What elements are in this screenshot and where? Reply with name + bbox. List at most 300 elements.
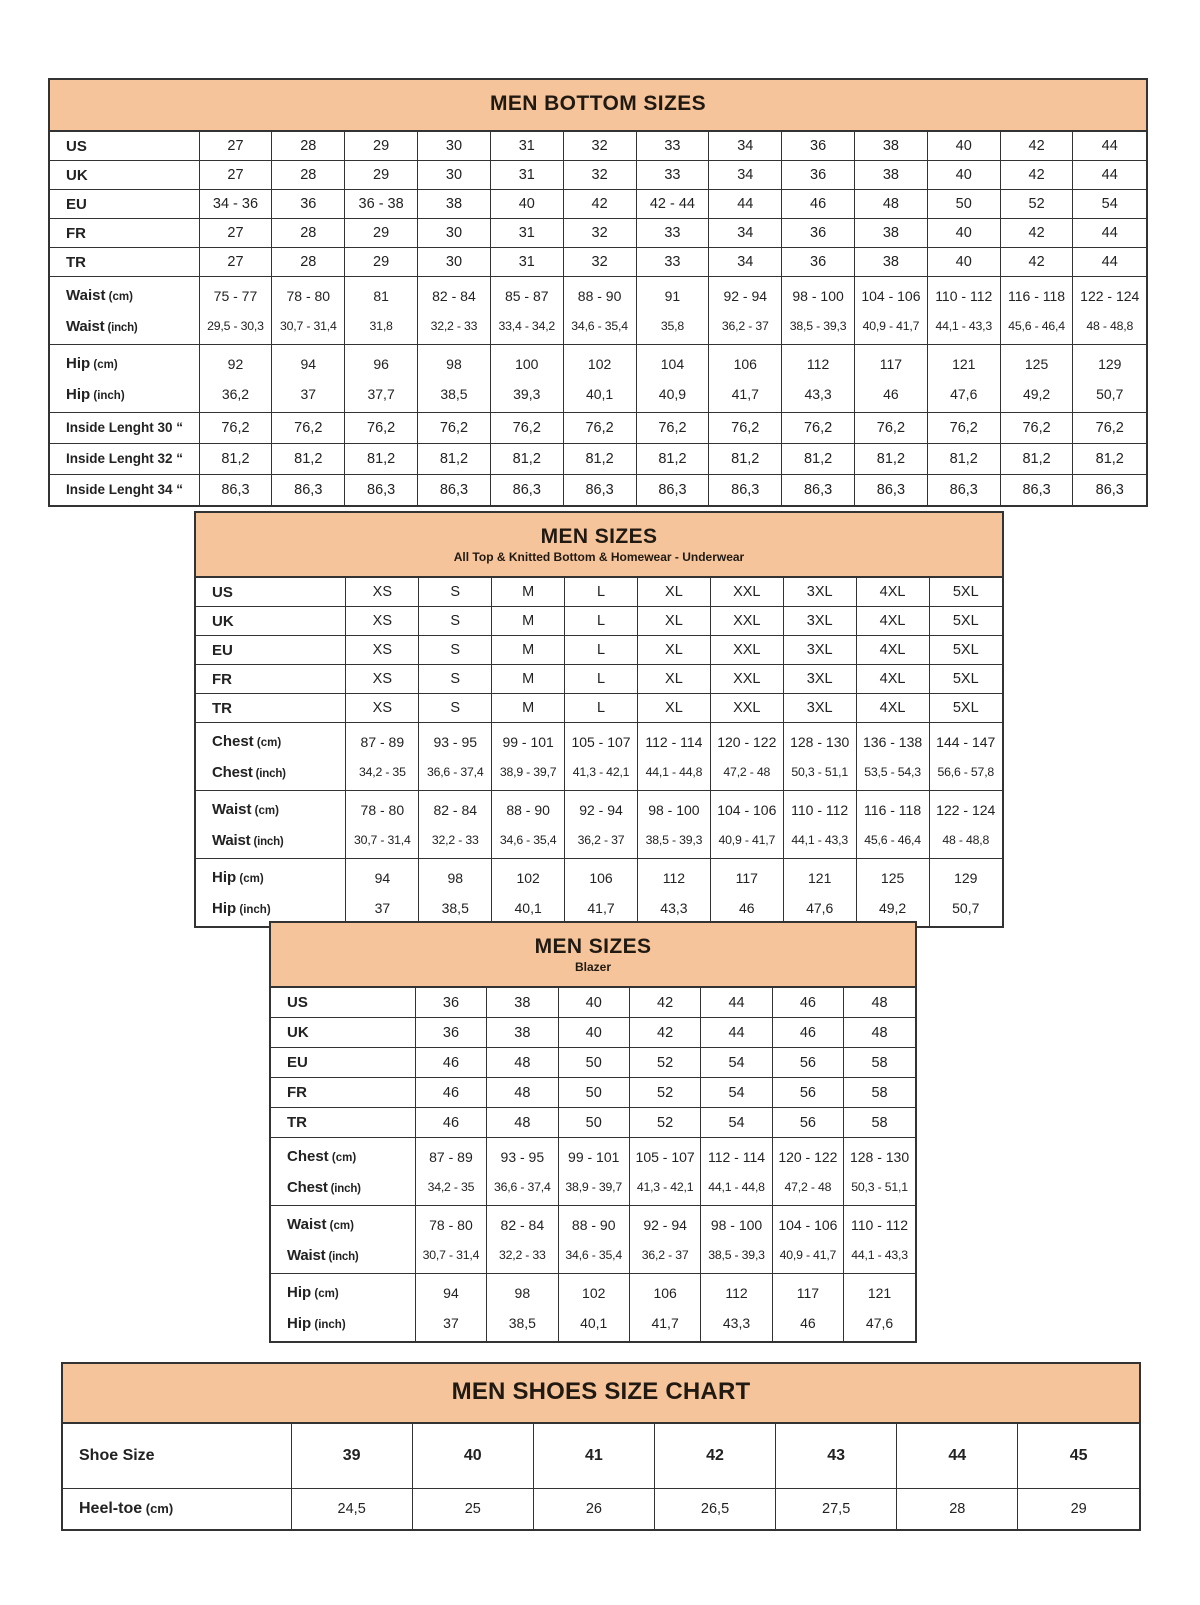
table-cell: 46 [415,1108,486,1138]
table-cell: XL [637,607,710,636]
table-cell: 46 [415,1078,486,1108]
row-label: Inside Lenght 32 “ [66,451,184,466]
table-cell: 48 [844,988,915,1018]
row-label: Hip (cm) [212,869,264,886]
table-cell: 98 [487,1274,558,1309]
table-cell: 35,8 [636,311,709,345]
table-cell: 105 - 107 [565,723,638,758]
table-cell: 56 [772,1078,843,1108]
table-cell: 32 [563,132,636,161]
table-cell: 29 [1018,1489,1139,1530]
table-cell: 46 [772,1308,843,1341]
table-cell: 81,2 [199,444,272,475]
row-label: EU [212,641,233,659]
table-cell: 76,2 [855,413,928,444]
table-row [196,636,1002,665]
table-cell: 3XL [783,578,856,607]
table-row [50,190,1146,219]
table-cell: 116 - 118 [1000,277,1073,312]
table-cell: 44 [897,1424,1018,1489]
table-cell: 76,2 [490,413,563,444]
table-cell: 36 [415,1018,486,1048]
table-cell: 40,9 - 41,7 [710,825,783,859]
table-cell: 50 [558,1048,629,1078]
table-cell: 5XL [929,607,1002,636]
table-row [271,1138,915,1173]
table-cell: 110 - 112 [927,277,1000,312]
table-title: MEN SHOES SIZE CHART [451,1377,751,1405]
table-row [50,444,1146,475]
row-label: EU [66,195,87,213]
table-cell: 34,2 - 35 [415,1172,486,1206]
table-cell: 46 [772,988,843,1018]
table-row [63,1424,1139,1489]
table-cell: 30 [418,132,491,161]
table-cell: 106 [629,1274,700,1309]
table-cell: XL [637,694,710,723]
row-label: US [287,994,308,1011]
table-cell: XXL [710,578,783,607]
table-cell: 76,2 [272,413,345,444]
table-cell: 56,6 - 57,8 [929,757,1002,791]
table-cell: 37 [415,1308,486,1341]
table-cell: 96 [345,345,418,380]
table-cell: 53,5 - 54,3 [856,757,929,791]
table-cell: 98 - 100 [701,1206,772,1241]
table-cell: 117 [710,859,783,894]
table-cell: 58 [844,1078,915,1108]
table-row [271,1078,915,1108]
row-label: FR [66,224,86,242]
table-cell: 93 - 95 [419,723,492,758]
table-cell: 36 [782,161,855,190]
table-row [50,161,1146,190]
table-cell: M [492,665,565,694]
table-cell: 44 [701,1018,772,1048]
table-title: MEN SIZES [534,934,652,958]
table-cell: 81 [345,277,418,312]
table-cell: XL [637,578,710,607]
table-cell: 45 [1018,1424,1139,1489]
table-cell: 128 - 130 [844,1138,915,1173]
table-cell: 34 [709,161,782,190]
table-cell: 38 [487,988,558,1018]
table-cell: 5XL [929,665,1002,694]
table-cell: 49,2 [856,893,929,926]
table-cell: 25 [412,1489,533,1530]
table-cell: 129 [1073,345,1146,380]
table-cell: 30 [418,161,491,190]
table-cell: 104 - 106 [772,1206,843,1241]
table-cell: 31 [490,132,563,161]
table-cell: 94 [415,1274,486,1309]
row-label: Inside Lenght 34 “ [66,482,184,497]
table-cell: 86,3 [1000,475,1073,506]
table-header [196,513,1002,578]
size-table-grid [50,132,1146,505]
table-cell: 38,5 [419,893,492,926]
table-cell: 33 [636,248,709,277]
table-cell: 47,6 [783,893,856,926]
table-cell: 98 - 100 [782,277,855,312]
table-cell: 78 - 80 [272,277,345,312]
men-shoes-size-chart-table [61,1362,1141,1531]
table-cell: 36,2 - 37 [565,825,638,859]
table-cell: 36,6 - 37,4 [487,1172,558,1206]
table-row [50,277,1146,312]
table-row [271,1308,915,1341]
table-cell: 37,7 [345,379,418,413]
table-cell: 36 [782,248,855,277]
table-cell: 116 - 118 [856,791,929,826]
table-cell: 38,9 - 39,7 [492,757,565,791]
table-cell: 45,6 - 46,4 [1000,311,1073,345]
table-cell: 102 [563,345,636,380]
table-cell: 112 - 114 [701,1138,772,1173]
table-cell: 46 [782,190,855,219]
table-cell: 43,3 [701,1308,772,1341]
table-cell: 27 [199,219,272,248]
table-cell: XXL [710,665,783,694]
table-cell: 98 - 100 [637,791,710,826]
table-row [50,132,1146,161]
table-cell: 44 [1073,161,1146,190]
table-cell: 81,2 [418,444,491,475]
table-cell: 81,2 [636,444,709,475]
table-cell: 27 [199,161,272,190]
table-cell: 100 [490,345,563,380]
table-cell: XS [346,607,419,636]
table-cell: 37 [346,893,419,926]
table-cell: 31 [490,219,563,248]
table-cell: 38 [855,132,928,161]
table-cell: 40 [558,988,629,1018]
table-cell: 3XL [783,636,856,665]
table-row [50,379,1146,413]
table-cell: 42 [1000,219,1073,248]
table-cell: 117 [855,345,928,380]
table-title: MEN SIZES [540,524,658,548]
table-cell: 120 - 122 [772,1138,843,1173]
table-cell: S [419,578,492,607]
table-cell: 48 [487,1048,558,1078]
row-label: FR [212,670,232,688]
table-cell: 33 [636,219,709,248]
table-cell: 36 [782,219,855,248]
table-row [50,345,1146,380]
table-cell: 81,2 [490,444,563,475]
table-cell: 44 [1073,132,1146,161]
table-row [196,578,1002,607]
row-label: Chest (cm) [212,733,282,750]
row-label: Waist (cm) [66,287,133,304]
table-cell: 121 [783,859,856,894]
table-cell: 48 - 48,8 [1073,311,1146,345]
table-cell: 56 [772,1048,843,1078]
table-cell: 40 [412,1424,533,1489]
table-cell: 33 [636,132,709,161]
table-cell: 52 [629,1048,700,1078]
table-row [271,1018,915,1048]
row-label: Hip (inch) [212,899,271,917]
table-cell: XXL [710,607,783,636]
table-row [50,475,1146,506]
table-cell: 32 [563,219,636,248]
table-cell: 40,9 [636,379,709,413]
table-cell: 40 [490,190,563,219]
table-cell: 38 [855,161,928,190]
table-cell: 4XL [856,636,929,665]
size-table-grid [196,578,1002,926]
table-cell: 86,3 [418,475,491,506]
table-cell: 87 - 89 [415,1138,486,1173]
table-title: MEN BOTTOM SIZES [489,92,707,116]
table-cell: 105 - 107 [629,1138,700,1173]
row-label: US [212,583,233,601]
table-cell: 41,7 [709,379,782,413]
table-cell: 40 [927,161,1000,190]
table-cell: 112 [782,345,855,380]
table-row [196,723,1002,758]
table-cell: L [565,636,638,665]
table-cell: 44,1 - 44,8 [637,757,710,791]
table-cell: 3XL [783,607,856,636]
table-cell: 3XL [783,694,856,723]
table-row [50,248,1146,277]
table-cell: 104 - 106 [855,277,928,312]
table-cell: 86,3 [782,475,855,506]
table-cell: 42 [1000,132,1073,161]
table-cell: 36,2 [199,379,272,413]
row-label: TR [287,1114,307,1131]
table-cell: 88 - 90 [492,791,565,826]
table-cell: 122 - 124 [1073,277,1146,312]
table-cell: 49,2 [1000,379,1073,413]
table-cell: 81,2 [927,444,1000,475]
table-cell: 121 [844,1274,915,1309]
table-cell: 48 [855,190,928,219]
table-cell: 28 [272,248,345,277]
table-cell: 34,6 - 35,4 [563,311,636,345]
table-cell: 36 [272,190,345,219]
table-cell: 50 [927,190,1000,219]
table-cell: 42 [654,1424,775,1489]
table-cell: XS [346,694,419,723]
table-cell: 43 [776,1424,897,1489]
table-cell: XL [637,665,710,694]
table-cell: 42 [1000,161,1073,190]
table-cell: 50,3 - 51,1 [783,757,856,791]
table-cell: 40,1 [558,1308,629,1341]
table-cell: 48 [844,1018,915,1048]
table-cell: 50,3 - 51,1 [844,1172,915,1206]
table-cell: 42 [629,988,700,1018]
table-cell: 37 [272,379,345,413]
table-cell: 102 [558,1274,629,1309]
table-row [50,311,1146,345]
table-cell: 76,2 [418,413,491,444]
table-cell: M [492,578,565,607]
row-label: US [66,137,87,155]
table-cell: 32,2 - 33 [419,825,492,859]
table-row [196,757,1002,791]
table-cell: 92 - 94 [629,1206,700,1241]
table-cell: 44 [1073,219,1146,248]
table-cell: 88 - 90 [563,277,636,312]
table-cell: 27 [199,132,272,161]
table-cell: L [565,665,638,694]
men-bottom-sizes-table [48,78,1148,507]
table-cell: 117 [772,1274,843,1309]
table-cell: 30,7 - 31,4 [272,311,345,345]
table-header [271,923,915,988]
table-cell: 42 [629,1018,700,1048]
table-row [63,1489,1139,1530]
table-cell: 38,5 [418,379,491,413]
table-cell: 38,5 - 39,3 [701,1240,772,1274]
table-cell: 3XL [783,665,856,694]
table-cell: 86,3 [199,475,272,506]
table-cell: 44 [701,988,772,1018]
table-cell: 81,2 [272,444,345,475]
table-cell: 38 [855,248,928,277]
table-cell: 34,6 - 35,4 [492,825,565,859]
table-cell: M [492,607,565,636]
row-label: UK [212,612,234,630]
table-cell: 38,5 - 39,3 [782,311,855,345]
table-cell: 86,3 [563,475,636,506]
table-cell: 102 [492,859,565,894]
row-label: TR [66,253,86,271]
table-cell: 125 [1000,345,1073,380]
table-cell: 86,3 [272,475,345,506]
table-cell: 26 [533,1489,654,1530]
table-cell: 36,2 - 37 [709,311,782,345]
row-label: Hip (cm) [287,1284,339,1301]
table-subtitle: Blazer [574,960,612,975]
table-cell: 58 [844,1108,915,1138]
table-cell: 34 [709,219,782,248]
table-cell: 86,3 [490,475,563,506]
table-cell: 32,2 - 33 [418,311,491,345]
table-cell: 44,1 - 43,3 [927,311,1000,345]
table-cell: 76,2 [709,413,782,444]
table-row [271,1240,915,1274]
table-cell: 48 [487,1078,558,1108]
table-row [271,1274,915,1309]
table-cell: 34,2 - 35 [346,757,419,791]
table-cell: 76,2 [636,413,709,444]
table-cell: 82 - 84 [418,277,491,312]
table-cell: 104 [636,345,709,380]
table-cell: 81,2 [1000,444,1073,475]
table-cell: 91 [636,277,709,312]
table-cell: 92 [199,345,272,380]
table-cell: 46 [772,1018,843,1048]
table-cell: 76,2 [927,413,1000,444]
table-cell: 40 [927,219,1000,248]
table-cell: 54 [701,1078,772,1108]
table-cell: 4XL [856,694,929,723]
table-cell: 42 [563,190,636,219]
table-row [271,1108,915,1138]
row-label: Waist (inch) [287,1246,359,1264]
row-label: Waist (inch) [212,831,284,849]
table-cell: 110 - 112 [783,791,856,826]
table-cell: 5XL [929,694,1002,723]
table-cell: 136 - 138 [856,723,929,758]
table-cell: 27,5 [776,1489,897,1530]
table-cell: 40,9 - 41,7 [855,311,928,345]
row-label: Chest (cm) [287,1148,357,1165]
table-cell: 36,6 - 37,4 [419,757,492,791]
table-header [63,1364,1139,1424]
table-cell: 4XL [856,607,929,636]
table-cell: 29 [345,132,418,161]
table-subtitle: All Top & Knitted Bottom & Homewear - Underwear [453,550,745,565]
table-cell: 81,2 [709,444,782,475]
table-cell: 44,1 - 44,8 [701,1172,772,1206]
table-cell: 76,2 [1073,413,1146,444]
table-cell: 88 - 90 [558,1206,629,1241]
table-cell: 86,3 [1073,475,1146,506]
row-label: Heel-toe (cm) [79,1500,174,1517]
table-cell: 29,5 - 30,3 [199,311,272,345]
table-cell: 54 [701,1048,772,1078]
table-cell: 54 [1073,190,1146,219]
table-cell: 87 - 89 [346,723,419,758]
table-cell: 40 [927,132,1000,161]
table-cell: 81,2 [855,444,928,475]
table-cell: 45,6 - 46,4 [856,825,929,859]
table-cell: 46 [415,1048,486,1078]
row-label: Waist (cm) [212,801,279,818]
table-cell: 29 [345,219,418,248]
table-cell: XS [346,636,419,665]
table-cell: 50,7 [1073,379,1146,413]
table-cell: 52 [1000,190,1073,219]
size-table-grid [63,1424,1139,1529]
table-cell: 31 [490,161,563,190]
table-cell: 46 [710,893,783,926]
table-cell: 47,2 - 48 [772,1172,843,1206]
table-cell: XL [637,636,710,665]
table-cell: L [565,694,638,723]
table-row [271,1206,915,1241]
table-cell: 40,9 - 41,7 [772,1240,843,1274]
table-cell: 5XL [929,578,1002,607]
table-cell: 39,3 [490,379,563,413]
table-cell: 40,1 [563,379,636,413]
table-cell: 38 [418,190,491,219]
row-label: Chest (inch) [287,1178,361,1196]
table-cell: 81,2 [1073,444,1146,475]
table-cell: 40 [558,1018,629,1048]
table-cell: 34,6 - 35,4 [558,1240,629,1274]
table-cell: 28 [272,219,345,248]
table-cell: 81,2 [782,444,855,475]
table-cell: 94 [272,345,345,380]
table-cell: 41 [533,1424,654,1489]
table-cell: 4XL [856,578,929,607]
table-cell: 104 - 106 [710,791,783,826]
row-label: UK [287,1024,309,1041]
table-cell: 54 [701,1108,772,1138]
table-cell: 128 - 130 [783,723,856,758]
table-cell: 28 [272,161,345,190]
table-cell: 36 [415,988,486,1018]
table-cell: L [565,607,638,636]
